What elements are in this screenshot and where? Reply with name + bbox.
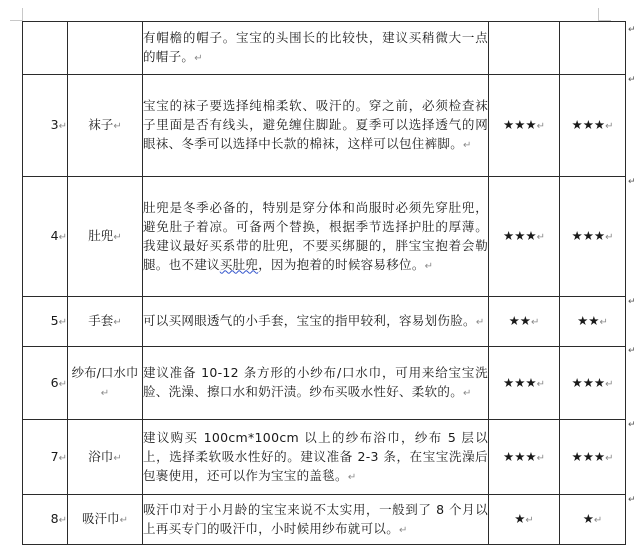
item-description: 肚兜是冬季必备的，特别是穿分体和尚服时必须先穿肚兜，避免肚子着凉。可备两个替换，根据季节选择护肚的厚薄。我建议最好买系带的肚兜，不要买绑腿的，胖宝宝抱着会勒腿。也不建议买肚兜，因为抱着的时候容易移位。↵	[143, 177, 489, 297]
row-end-mark-icon: ↵	[628, 297, 636, 307]
table-row	[23, 347, 626, 420]
item-name: 手套↵	[68, 297, 143, 347]
item-rating: ★★★↵	[560, 75, 626, 177]
item-rating: ★★★↵	[560, 420, 626, 495]
item-name: 纱布/口水巾↵	[68, 347, 143, 420]
table-row	[23, 177, 626, 297]
item-description: 可以买网眼透气的小手套，宝宝的指甲较利，容易划伤脸。↵	[143, 297, 489, 347]
table-row	[23, 420, 626, 495]
item-description: 宝宝的袜子要选择纯棉柔软、吸汗的。穿之前，必须检查袜子里面是否有线头，避免缠住脚趾。夏季可以选择透气的网眼袜、冬季可以选择中长款的棉袜，这样可以包住裤脚。↵	[143, 75, 489, 177]
item-number	[23, 22, 68, 75]
row-end-mark-icon: ↵	[628, 177, 636, 187]
item-description: 有帽檐的帽子。宝宝的头围长的比较快，建议买稍微大一点的帽子。↵	[143, 22, 489, 75]
item-description: 建议准备 10-12 条方形的小纱布/口水巾，可用来给宝宝洗脸、洗澡、擦口水和奶汗渍。纱布买吸水性好、柔软的。↵	[143, 347, 489, 420]
row-end-mark-icon: ↵	[628, 75, 636, 85]
item-name: 浴巾↵	[68, 420, 143, 495]
item-rating: ★★★↵	[489, 75, 560, 177]
item-number: 5↵	[23, 297, 68, 347]
item-name: 吸汗巾↵	[68, 495, 143, 545]
item-rating: ★★★↵	[560, 177, 626, 297]
table-row	[23, 75, 626, 177]
item-rating: ★↵	[489, 495, 560, 545]
table-row	[23, 495, 626, 545]
item-name: 肚兜↵	[68, 177, 143, 297]
page-corner-mark	[598, 8, 611, 21]
item-description: 建议购买 100cm*100cm 以上的纱布浴巾，纱布 5 层以上，选择柔软吸水性好的。建议准备 2-3 条，在宝宝洗澡后包裹使用，还可以作为宝宝的盖毯。↵	[143, 420, 489, 495]
item-number: 8↵	[23, 495, 68, 545]
item-rating: ★★★↵	[489, 347, 560, 420]
row-end-mark-icon: ↵	[628, 420, 636, 430]
table-row	[23, 22, 626, 75]
page-corner-mark	[10, 8, 23, 21]
item-number: 4↵	[23, 177, 68, 297]
item-name	[68, 22, 143, 75]
row-end-mark-icon: ↵	[628, 495, 636, 505]
item-number: 3↵	[23, 75, 68, 177]
item-rating: ★★★↵	[489, 420, 560, 495]
item-rating	[489, 22, 560, 75]
item-rating: ★★↵	[560, 297, 626, 347]
item-rating: ★↵	[560, 495, 626, 545]
item-description: 吸汗巾对于小月龄的宝宝来说不太实用，一般到了 8 个月以上再买专门的吸汗巾，小时候用纱布就可以。↵	[143, 495, 489, 545]
item-rating	[560, 22, 626, 75]
item-rating: ★★↵	[489, 297, 560, 347]
item-rating: ★★★↵	[489, 177, 560, 297]
row-end-mark-icon: ↵	[628, 346, 636, 356]
item-number: 7↵	[23, 420, 68, 495]
item-name: 袜子↵	[68, 75, 143, 177]
baby-items-table	[22, 21, 626, 545]
row-end-mark-icon: ↵	[628, 25, 636, 35]
item-rating: ★★★↵	[560, 347, 626, 420]
table-row	[23, 297, 626, 347]
item-number: 6↵	[23, 347, 68, 420]
